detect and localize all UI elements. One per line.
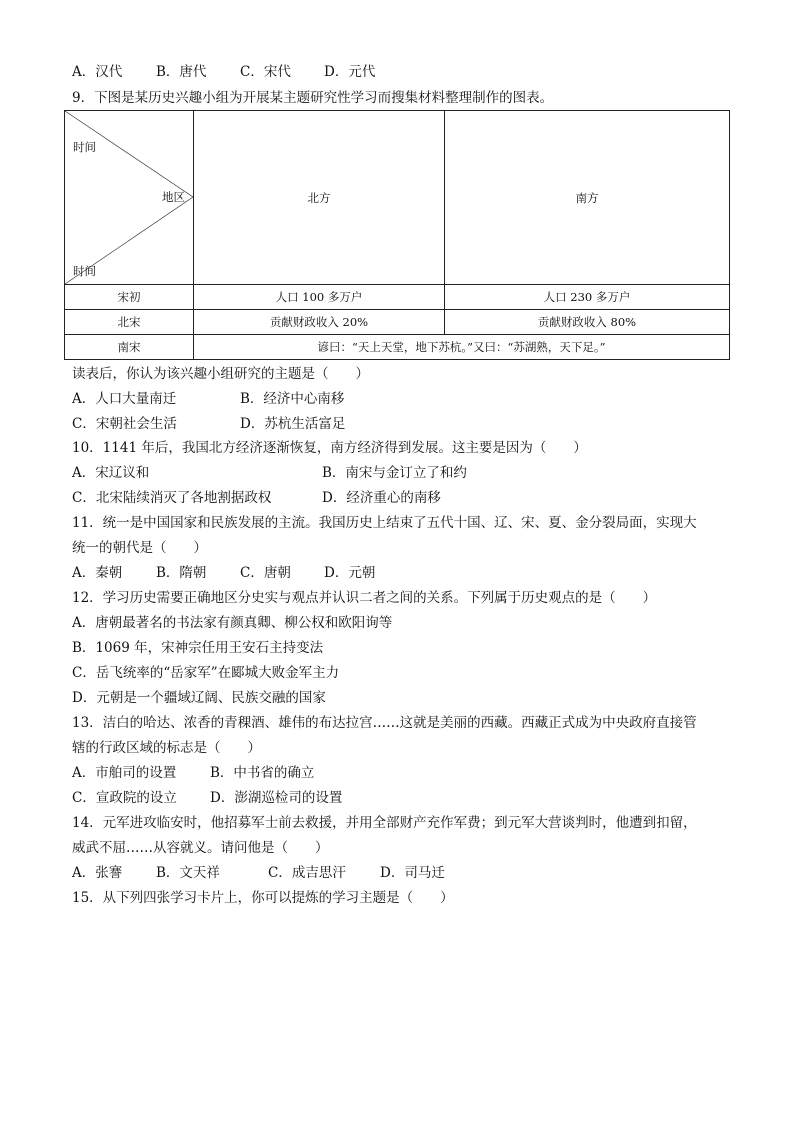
table-corner-cell: [65, 111, 194, 285]
q14-stem-line1: 14．元军进攻临安时，他招募军士前去救援，并用全部财产充作军费；到元军大营谈判时，他遭到扣留，: [72, 815, 697, 831]
q11-option-a: A．秦朝: [72, 565, 123, 581]
q12-option-c: C．岳飞统率的“岳家军”在郾城大败金军主力: [72, 665, 340, 681]
q8-option-b: B．唐代: [156, 64, 207, 80]
q13-options-row1: [72, 763, 314, 783]
q12-option-d: D．元朝是一个疆域辽阔、民族交融的国家: [72, 690, 326, 706]
cell-south-revenue: 贡献财政收入 80%: [445, 310, 730, 335]
q14-option-d: D．司马迁: [380, 865, 445, 881]
q15-stem: 15．从下列四张学习卡片上，你可以提炼的学习主题是（ ）: [72, 890, 454, 906]
q8-option-d: D．元代: [324, 64, 376, 80]
q12-option-a: A．唐朝最著名的书法家有颜真卿、柳公权和欧阳询等: [72, 615, 393, 631]
row-label-beisong: 北宋: [65, 310, 194, 335]
q8-option-c: C．宋代: [240, 64, 291, 80]
q9-options-row1: [72, 389, 344, 409]
q12-option-b: B．1069 年，宋神宗任用王安石主持变法: [72, 640, 324, 656]
q9-question: 读表后，你认为该兴趣小组研究的主题是（ ）: [72, 366, 369, 382]
q10-option-a: A．宋辽议和: [72, 465, 150, 481]
row-label-nansong: 南宋: [65, 335, 194, 360]
table-row: [65, 285, 730, 310]
q11-stem-line1: 11．统一是中国国家和民族发展的主流。我国历史上结束了五代十国、辽、宋、夏、金分裂局面，实现大: [72, 515, 697, 531]
q10-option-b: B．南宋与金订立了和约: [322, 465, 467, 481]
q13-option-c: C．宣政院的设立: [72, 790, 177, 806]
q11-option-c: C．唐朝: [240, 565, 291, 581]
q13-options-row2: [72, 788, 342, 808]
q13-stem-line2: 辖的行政区域的标志是（ ）: [72, 740, 261, 756]
corner-label-top: 时间: [73, 140, 96, 154]
q10-stem: 10．1141 年后，我国北方经济逐渐恢复，南方经济得到发展。这主要是因为（ ）: [72, 440, 587, 456]
q9-stem: 9．下图是某历史兴趣小组为开展某主题研究性学习而搜集材料整理制作的图表。: [72, 90, 554, 106]
q8-options: [72, 62, 375, 82]
q12-stem: 12．学习历史需要正确地区分史实与观点并认识二者之间的关系。下列属于历史观点的是（ ）: [72, 590, 657, 606]
cell-proverb: 谚曰：“天上天堂，地下苏杭。”又曰：“苏湖熟，天下足。”: [194, 335, 730, 360]
q9-option-a: A．人口大量南迁: [72, 391, 177, 407]
table-row: [65, 335, 730, 360]
q9-option-c: C．宋朝社会生活: [72, 416, 177, 432]
q14-option-b: B．文天祥: [156, 865, 220, 881]
q14-option-c: C．成吉思汗: [268, 865, 346, 881]
q14-stem-line2: 威武不屈……从容就义。请问他是（ ）: [72, 840, 329, 856]
column-header-south: 南方: [445, 111, 730, 285]
q10-options-row2: [72, 488, 441, 508]
column-header-north: 北方: [194, 111, 445, 285]
corner-label-bottom: 时间: [73, 264, 96, 278]
q10-option-d: D．经济重心的南移: [322, 490, 441, 506]
q11-options: [72, 563, 375, 583]
table-row: [65, 310, 730, 335]
q11-option-b: B．隋朝: [156, 565, 207, 581]
q10-option-c: C．北宋陆续消灭了各地割据政权: [72, 490, 272, 506]
corner-label-mid: 地区: [162, 190, 185, 204]
q13-option-b: B．中书省的确立: [210, 765, 315, 781]
q9-option-d: D．苏杭生活富足: [240, 416, 346, 432]
q13-option-d: D．澎湖巡检司的设置: [210, 790, 343, 806]
q10-options-row1: [72, 463, 467, 483]
cell-north-revenue: 贡献财政收入 20%: [194, 310, 445, 335]
q9-option-b: B．经济中心南移: [240, 391, 345, 407]
q14-option-a: A．张謇: [72, 865, 123, 881]
q13-stem-line1: 13．洁白的哈达、浓香的青稞酒、雄伟的布达拉宫……这就是美丽的西藏。西藏正式成为中央政府直接管: [72, 715, 697, 731]
q11-stem-line2: 统一的朝代是（ ）: [72, 540, 207, 556]
cell-north-population: 人口 100 多万户: [194, 285, 445, 310]
q13-option-a: A．市舶司的设置: [72, 765, 177, 781]
q9-options-row2: [72, 414, 345, 434]
row-label-songchu: 宋初: [65, 285, 194, 310]
cell-south-population: 人口 230 多万户: [445, 285, 730, 310]
q9-table: [64, 110, 730, 360]
q11-option-d: D．元朝: [324, 565, 376, 581]
q14-options: [72, 863, 445, 883]
q8-option-a: A．汉代: [72, 64, 123, 80]
